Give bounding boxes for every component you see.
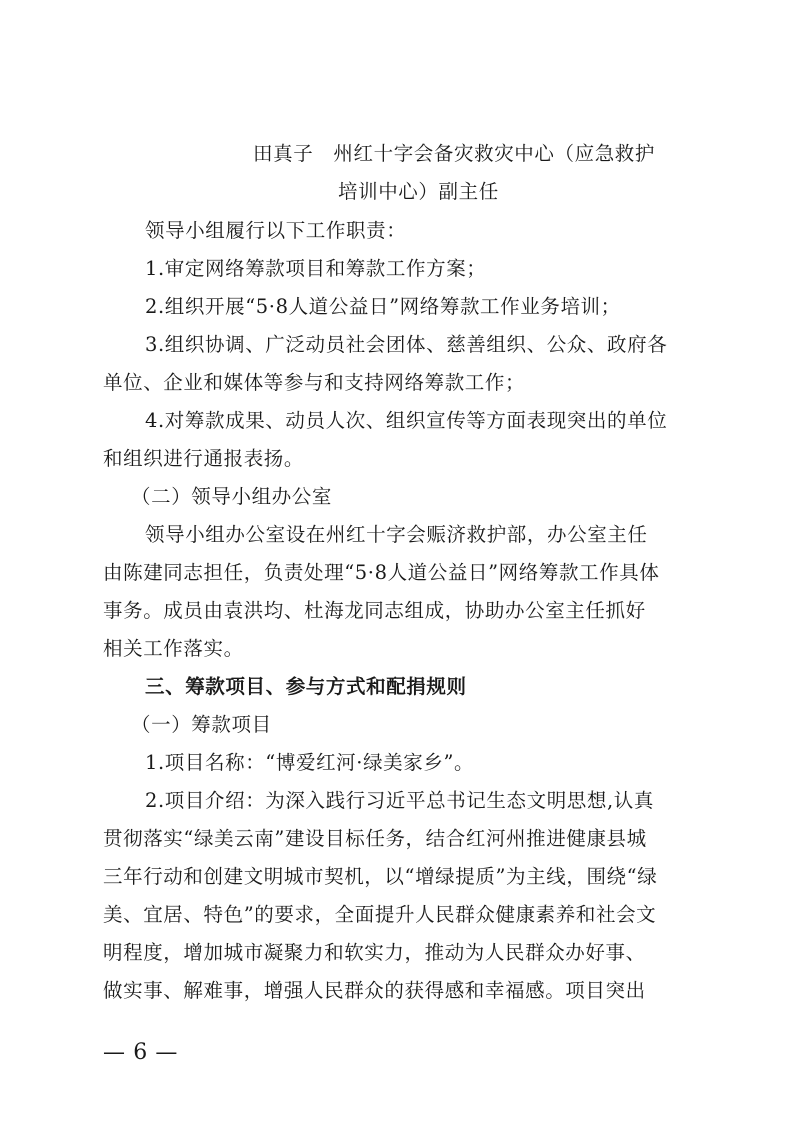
office-line-2: 由陈建同志担任，负责处理“5·8人道公益日”网络筹款工作具体 bbox=[103, 561, 660, 584]
duty-3-line-2: 单位、企业和媒体等参与和支持网络筹款工作； bbox=[103, 371, 526, 394]
project-heading: （一）筹款项目 bbox=[131, 713, 272, 736]
duty-1: 1.审定网络筹款项目和筹款工作方案； bbox=[145, 257, 487, 280]
intro-line-1: 2.项目介绍：为深入践行习近平总书记生态文明思想,认真 bbox=[145, 789, 655, 812]
duties-intro: 领导小组履行以下工作职责： bbox=[145, 219, 407, 242]
office-line-4: 相关工作落实。 bbox=[103, 637, 244, 660]
intro-line-5: 明程度，增加城市凝聚力和软实力，推动为人民群众办好事、 bbox=[103, 941, 646, 964]
office-line-1: 领导小组办公室设在州红十字会赈济救护部，办公室主任 bbox=[145, 523, 648, 546]
intro-line-4: 美、宜居、特色”的要求，全面提升人民群众健康素养和社会文 bbox=[103, 903, 657, 926]
duty-4-line-2: 和组织进行通报表扬。 bbox=[103, 447, 305, 470]
member-line-2: 培训中心）副主任 bbox=[338, 180, 499, 203]
intro-line-6: 做实事、解难事，增强人民群众的获得感和幸福感。项目突出 bbox=[103, 979, 646, 1002]
intro-line-2: 贯彻落实“绿美云南”建设目标任务，结合红河州推进健康县城 bbox=[103, 827, 647, 850]
page-number: — 6 — bbox=[103, 1040, 178, 1065]
section-3-heading: 三、筹款项目、参与方式和配捐规则 bbox=[145, 675, 467, 698]
project-name: 1.项目名称：“博爱红河·绿美家乡”。 bbox=[145, 751, 475, 774]
office-line-3: 事务。成员由袁洪均、杜海龙同志组成，协助办公室主任抓好 bbox=[103, 599, 646, 622]
duty-2: 2.组织开展“5·8人道公益日”网络筹款工作业务培训； bbox=[145, 295, 621, 318]
member-line-1: 田真子 州红十字会备灾救灾中心（应急救护 bbox=[253, 142, 656, 165]
duty-4-line-1: 4.对筹款成果、动员人次、组织宣传等方面表现突出的单位 bbox=[145, 409, 668, 432]
office-heading: （二）领导小组办公室 bbox=[131, 485, 333, 508]
duty-3-line-1: 3.组织协调、广泛动员社会团体、慈善组织、公众、政府各 bbox=[145, 333, 668, 356]
intro-line-3: 三年行动和创建文明城市契机，以“增绿提质”为主线，围绕“绿 bbox=[103, 865, 658, 888]
